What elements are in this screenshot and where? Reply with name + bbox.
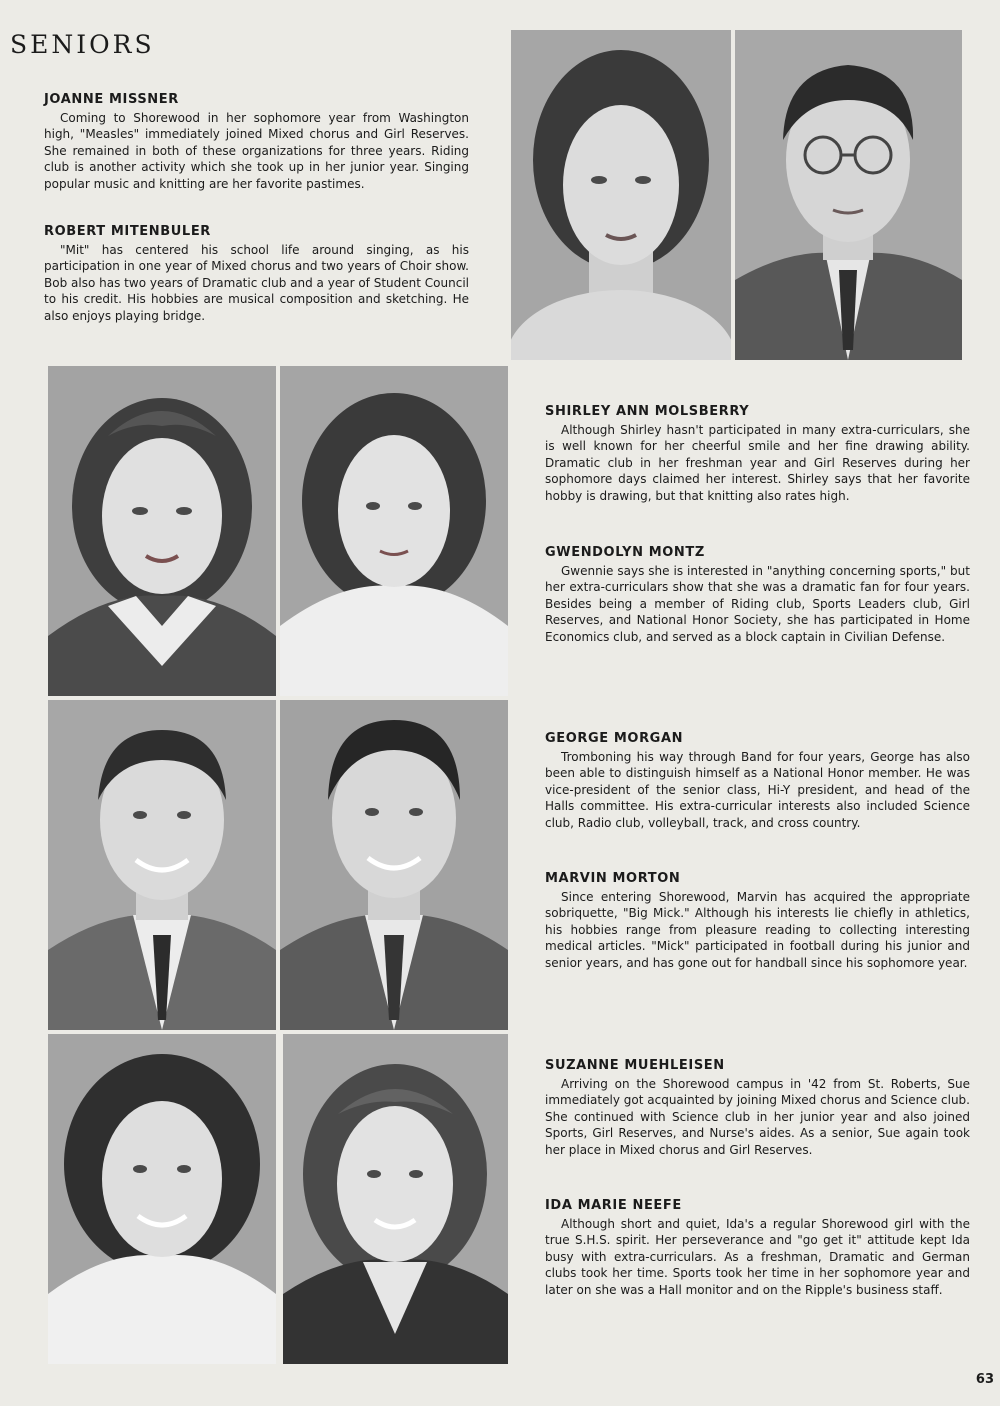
senior-entry-neefe (545, 1198, 970, 1298)
senior-entry-missner (44, 92, 469, 192)
senior-bio: Gwennie says she is interested in "anything concerning sports," but her extra-curriculars show that she was a dramatic fan for four years. Besides being a member of Riding club, Sports Leaders club, Girl Reserves, and National Honor Society, she has participated in Home Economics club, and served as a block captain in Civilian Defense. (545, 564, 970, 644)
portrait-photo-molsberry (48, 366, 276, 696)
portrait-photo-mitenbuler (735, 30, 962, 360)
senior-name: ROBERT MITENBULER (44, 224, 211, 239)
senior-name: SUZANNE MUEHLEISEN (545, 1058, 725, 1073)
portrait-photo-morgan (48, 700, 276, 1030)
senior-entry-mitenbuler (44, 224, 469, 324)
senior-entry-morton (545, 871, 970, 971)
portrait-photo-missner (511, 30, 731, 360)
senior-bio: Arriving on the Shorewood campus in '42 from St. Roberts, Sue immediately got acquainted by joining Mixed chorus and Science club. She continued with Science club in her junior year and also joined Sports, Girl Reserves, and Nurse's aides. As a senior, Sue again took her place in Mixed chorus and Girl Reserves. (545, 1077, 970, 1157)
senior-bio: Coming to Shorewood in her sophomore year from Washington high, "Measles" immediately joined Mixed chorus and Girl Reserves. She remained in both of these organizations for three years. Riding club is another activity which she took up in her junior year. Singing popular music and knitting are her favorite pastimes. (44, 111, 469, 191)
senior-bio: "Mit" has centered his school life around singing, as his participation in one year of Mixed chorus and two years of Choir show. Bob also has two years of Dramatic club and a year of Student Council to his credit. His hobbies are musical composition and sketching. He also enjoys playing bridge. (44, 243, 469, 323)
senior-bio: Since entering Shorewood, Marvin has acquired the appropriate sobriquette, "Big Mick." Although his interests lie chiefly in athletics, his hobbies range from pleasure reading to collecting interesting medical articles. "Mick" participated in football during his junior and senior years, and has gone out for handball since his sophomore year. (545, 890, 970, 970)
page-title: SENIORS (10, 30, 155, 59)
portrait-photo-morton (280, 700, 508, 1030)
senior-name: JOANNE MISSNER (44, 92, 179, 107)
senior-name: MARVIN MORTON (545, 871, 681, 886)
portrait-photo-neefe (283, 1034, 508, 1364)
senior-name: SHIRLEY ANN MOLSBERRY (545, 404, 750, 419)
portrait-photo-montz (280, 366, 508, 696)
senior-name: GWENDOLYN MONTZ (545, 545, 705, 560)
senior-entry-montz (545, 545, 970, 645)
page-number: 63 (975, 1372, 994, 1387)
senior-bio: Tromboning his way through Band for four years, George has also been able to distinguish himself as a National Honor member. He was vice-president of the senior class, Hi-Y president, and head of the Halls committee. His extra-curricular interests also included Science club, Radio club, volleyball, track, and cross country. (545, 750, 970, 830)
senior-name: IDA MARIE NEEFE (545, 1198, 682, 1213)
senior-entry-molsberry (545, 404, 970, 504)
senior-entry-muehleisen (545, 1058, 970, 1158)
portrait-photo-muehleisen (48, 1034, 276, 1364)
senior-bio: Although short and quiet, Ida's a regular Shorewood girl with the true S.H.S. spirit. Her perseverance and "go get it" attitude kept Ida busy with extra-curriculars. As a freshman, Dramatic and German clubs took her time. Sports took her time in her sophomore year and later on she was a Hall monitor and on the Ripple's business staff. (545, 1217, 970, 1297)
senior-bio: Although Shirley hasn't participated in many extra-curriculars, she is well known for her cheerful smile and her fine drawing ability. Dramatic club in her freshman year and Girl Reserves during her sophomore days claimed her interest. Shirley says that her favorite hobby is drawing, but that knitting also rates high. (545, 423, 970, 503)
senior-entry-morgan (545, 731, 970, 831)
senior-name: GEORGE MORGAN (545, 731, 684, 746)
